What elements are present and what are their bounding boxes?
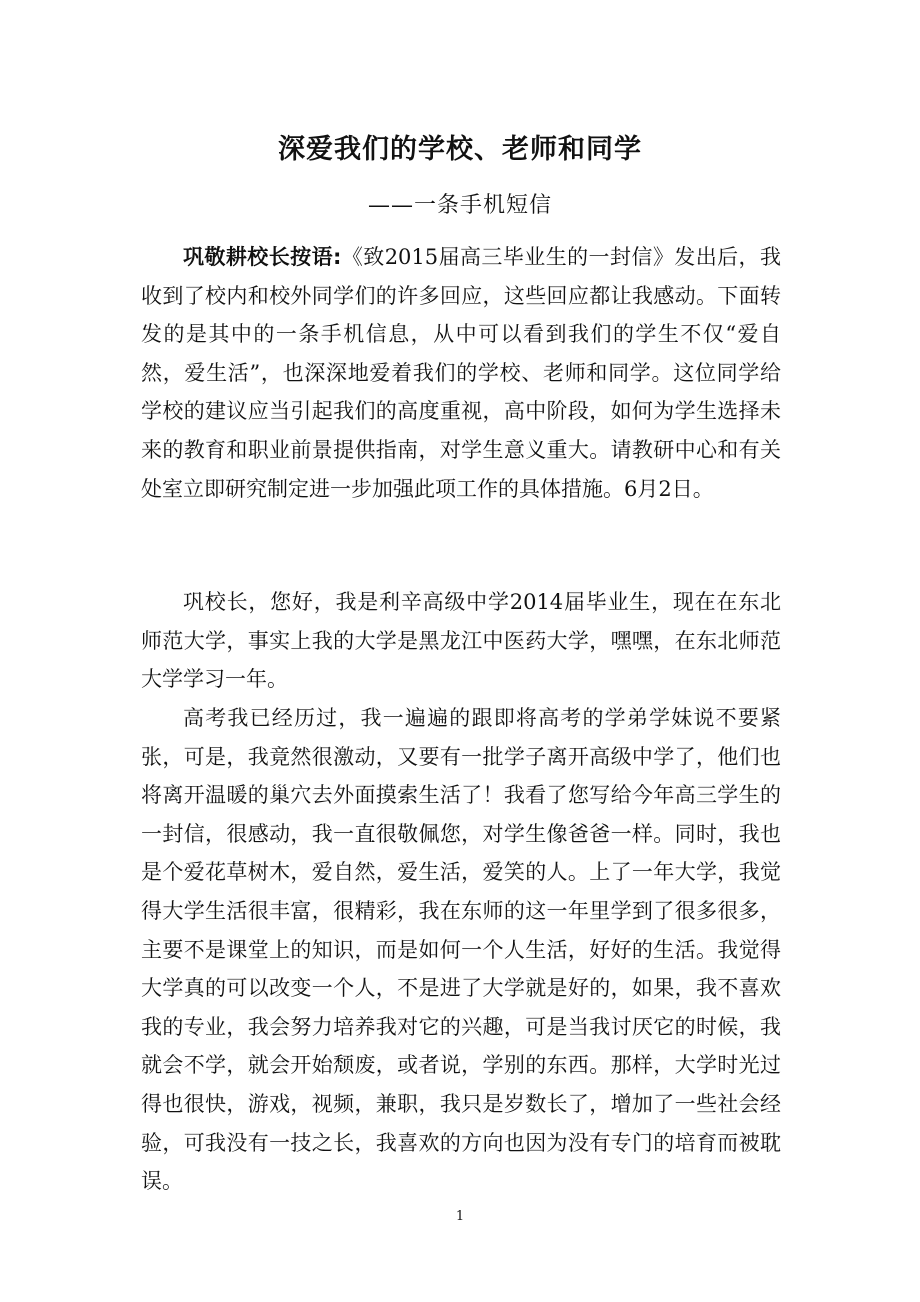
letter-paragraph: 高考我已经历过，我一遍遍的跟即将高考的学弟学妹说不要紧张，可是，我竟然很激动，又要有一批学子离开高级中学了，他们也将离开温暖的巢穴去外面摸索生活了！我看了您写给今年高三学生的一封信，很感动，我一直很敬佩您，对学生像爸爸一样。同时，我也是个爱花草树木，爱自然，爱生活，爱笑的人。上了一年大学，我觉得大学生活很丰富，很精彩，我在东师的这一年里学到了很多很多，主要不是课堂上的知识，而是如何一个人生活，好好的生活。我觉得大学真的可以改变一个人，不是进了大学就是好的，如果，我不喜欢我的专业，我会努力培养我对它的兴趣，可是当我讨厌它的时候，我就会不学，就会开始颓废，或者说，学别的东西。那样，大学时光过得也很快，游戏，视频，兼职，我只是岁数长了，增加了一些社会经验，可我没有一技之长，我喜欢的方向也因为没有专门的培育而被耽误。 (141, 706, 781, 1194)
page-number: 1 (455, 1209, 465, 1224)
principal-note-text: 《致2015届高三毕业生的一封信》发出后，我收到了校内和校外同学们的许多回应，这些回应都让我感动。下面转发的是其中的一条手机信息，从中可以看到我们的学生不仅“爱自然，爱生活”，也深深地爱着我们的学校、老师和同学。这位同学给学校的建议应当引起我们的高度重视，高中阶段，如何为学生选择未来的教育和职业前景提供指南，对学生意义重大。请教研中心和有关处室立即研究制定进一步加强此项工作的具体措施。6月2日。 (141, 245, 781, 501)
letter-paragraph: 巩校长，您好，我是利辛高级中学2014届毕业生，现在在东北师范大学，事实上我的大学是黑龙江中医药大学，嘿嘿，在东北师范大学学习一年。 (141, 590, 781, 692)
principal-note-label: 巩敬耕校长按语: (183, 245, 342, 269)
document-title: 深爱我们的学校、老师和同学 (278, 134, 642, 165)
principal-note-paragraph (141, 238, 781, 508)
document-subtitle: ——一条手机短信 (367, 193, 552, 218)
